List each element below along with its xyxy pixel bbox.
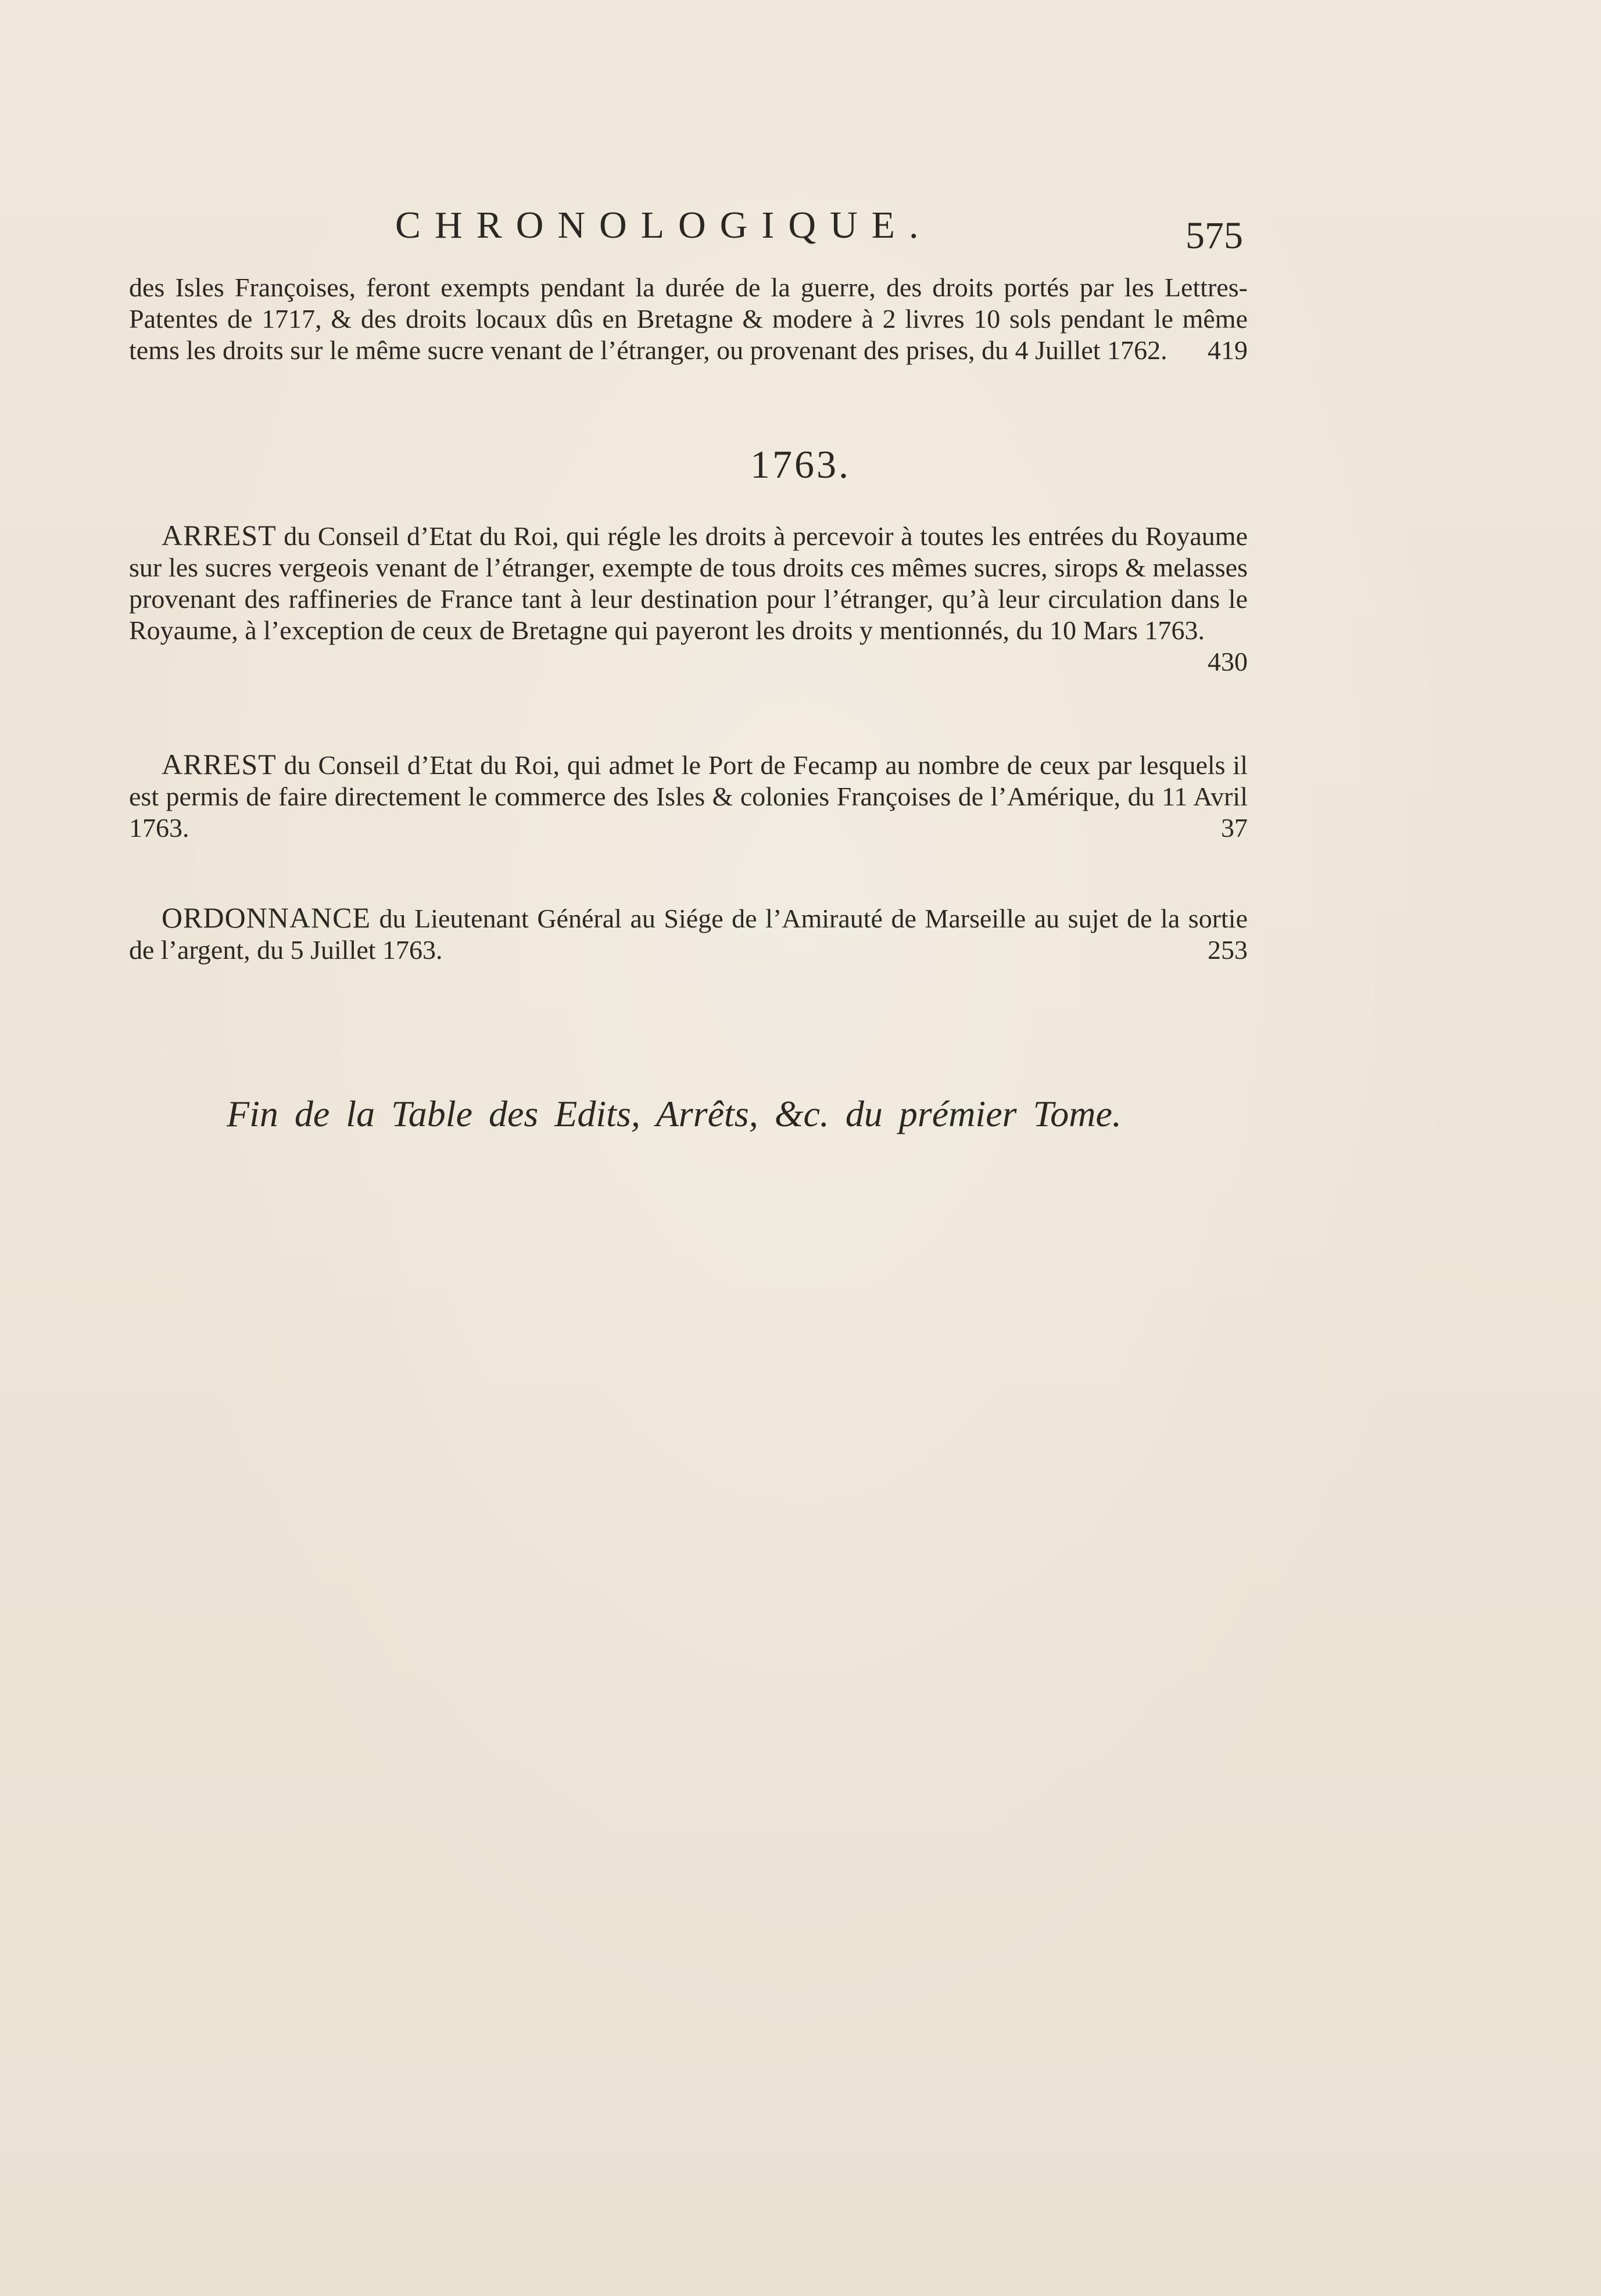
entry-lead-word: ARREST [162,748,277,780]
entry-text: des Isles Françoises, feront exempts pendant la durée de la guerre, des droits portés par les Lettres-Patentes de 1717, & des droits locaux dûs en Bretagne & modere à 2 livres 10 sols pendant le même tems les droits sur le même sucre venant de l’étranger, ou provenant des prises, du 4 Juillet 1762. [129,273,1248,365]
entry-text: du Conseil d’Etat du Roi, qui admet le Port de Fecamp au nombre de ceux par lesquels il est permis de faire directement le commerce des Isles & colonies Françoises de l’Amérique, du 11 Avril 1763. [129,750,1248,843]
entry-page-reference: 37 [1221,813,1248,843]
table-entry [129,748,1248,844]
page-header [0,203,1601,262]
entry-lead-word: ORDONNANCE [162,901,371,934]
entry-text: du Conseil d’Etat du Roi, qui régle les droits à percevoir à toutes les entrées du Royaume sur les sucres vergeois venant de l’étranger, exempte de tous droits ces mêmes sucres, sirops & melasses provenant des raffineries de France tant à leur destination pour l’étranger, qu’à leur circulation dans le Royaume, à l’exception de ceux de Bretagne qui payeront les droits y mentionnés, du 10 Mars 1763. [129,521,1248,645]
entry-lead-word: ARREST [162,519,277,551]
page-number: 575 [1185,214,1243,257]
entry-page-reference: 430 [1208,647,1248,676]
year-heading: 1763. [750,442,851,486]
table-entry [129,902,1248,966]
entry-page-reference: 253 [1208,935,1248,965]
entry-text: du Lieutenant Général au Siége de l’Amirauté de Marseille au sujet de la sortie de l’argent, du 5 Juillet 1763. [129,904,1248,965]
table-entry [129,520,1248,678]
table-entry [129,272,1248,366]
entry-page-reference: 419 [1208,335,1248,365]
running-title: CHRONOLOGIQUE. [395,204,933,246]
end-of-table-note: Fin de la Table des Edits, Arrêts, &c. du prémier Tome. [227,1093,1122,1134]
